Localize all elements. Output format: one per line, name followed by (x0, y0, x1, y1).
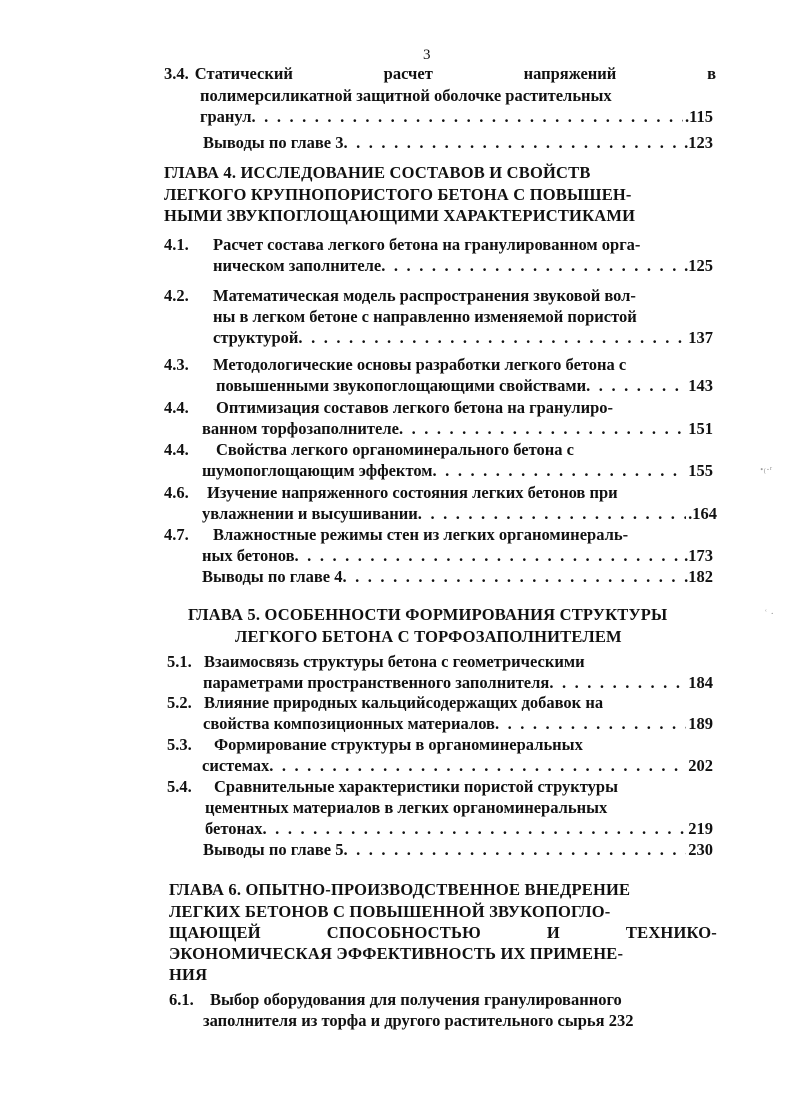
chapter-heading-line: ЛЕГКОГО БЕТОНА С ТОРФОЗАПОЛНИТЕЛЕМ (235, 627, 622, 646)
conclusions-label: Выводы по главе 4 (202, 567, 343, 586)
entry-number: 5.1. (167, 652, 192, 671)
entry-title-line: гранул (200, 107, 252, 126)
page-ref: 143 (688, 376, 713, 395)
chapter-heading-line: ГЛАВА 5. ОСОБЕННОСТИ ФОРМИРОВАНИЯ СТРУКТУРЫ (188, 605, 668, 624)
entry-number: 4.4. (164, 398, 189, 417)
entry-title-line: Влияние природных кальцийсодержащих добавок на (204, 693, 604, 712)
leader-dots (495, 714, 686, 734)
entry-title-line: бетонах (205, 819, 263, 838)
leader-dots (343, 840, 686, 860)
entry-title-line: Выбор оборудования для получения гранулированного (210, 990, 622, 1009)
entry-number: 5.4. (167, 777, 192, 796)
entry-title-line: Изучение напряженного состояния легких бетонов при (207, 483, 618, 502)
entry-title-line: полимерсиликатной защитной оболочке растительных (200, 86, 612, 105)
conclusions-label: Выводы по главе 5 (203, 840, 344, 859)
page-ref: .125 (684, 256, 713, 275)
leader-dots (252, 107, 684, 127)
title-word: в (707, 64, 716, 83)
title-word: расчет (383, 64, 433, 83)
entry-number: 4.2. (164, 286, 189, 305)
toc-conclusions-4 (202, 567, 713, 587)
entry-title-line: увлажнении и высушивании (202, 504, 418, 523)
page-ref: 184 (688, 673, 713, 692)
leader-dots (549, 673, 686, 693)
entry-title-line: Свойства легкого органоминерального бетона с (216, 440, 574, 459)
entry-title-line: Методологические основы разработки легкого бетона с (213, 355, 627, 374)
chapter-heading-line: ГЛАВА 4. ИССЛЕДОВАНИЕ СОСТАВОВ И СВОЙСТВ (164, 163, 591, 182)
entry-title-line: Сравнительные характеристики пористой структуры (214, 777, 618, 796)
leader-dots (263, 819, 687, 839)
entry-title-line: цементных материалов в легких органоминеральных (205, 798, 608, 817)
leader-dots (295, 546, 683, 566)
entry-title-line: системах (202, 756, 270, 775)
entry-number: 4.4. (164, 440, 189, 459)
page-ref: .173 (684, 546, 713, 565)
entry-title-line: свойства композиционных материалов (203, 714, 495, 733)
leader-dots (381, 256, 682, 276)
entry-title-line: ванном торфозаполнителе (202, 419, 399, 438)
page-ref: .123 (684, 133, 713, 152)
scan-speck-mark: ʿ · (764, 608, 775, 620)
heading-word: СПОСОБНОСТЬЮ (326, 923, 481, 942)
entry-number: 6.1. (169, 990, 194, 1009)
entry-title-line: повышенными звукопоглощающими свойствами (216, 376, 587, 395)
page-ref: 155 (688, 461, 713, 480)
heading-word: И (546, 923, 560, 942)
entry-number: 4.6. (164, 483, 189, 502)
page-ref: 219 (688, 819, 713, 838)
entry-title-line: структурой (213, 328, 299, 347)
leader-dots (399, 419, 686, 439)
page-ref: 151 (688, 419, 713, 438)
leader-dots (343, 133, 682, 153)
toc-conclusions-3 (203, 133, 713, 153)
entry-title-line: Математическая модель распространения звуковой вол- (213, 286, 636, 305)
leader-dots (269, 756, 686, 776)
entry-title-line: Расчет состава легкого бетона на гранулированном орга- (213, 235, 641, 254)
page-ref: 230 (688, 840, 713, 859)
leader-dots (298, 328, 686, 348)
entry-number: 4.3. (164, 355, 189, 374)
leader-dots (418, 504, 686, 524)
entry-title-line: Взаимосвязь структуры бетона с геометрическими (204, 652, 585, 671)
chapter-heading-line: ЭКОНОМИЧЕСКАЯ ЭФФЕКТИВНОСТЬ ИХ ПРИМЕНЕ- (169, 944, 624, 963)
entry-title-line: ническом заполнителе (213, 256, 382, 275)
heading-word: ЩАЮЩЕЙ (169, 923, 261, 942)
entry-title-line: параметрами пространственного заполнителя (203, 673, 550, 692)
entry-number: 5.2. (167, 693, 192, 712)
entry-title-line: Оптимизация составов легкого бетона на гранулиро- (216, 398, 614, 417)
entry-number: 5.3. (167, 735, 192, 754)
title-word: напряжений (523, 64, 617, 83)
page-ref: .182 (684, 567, 713, 586)
page-number: 3 (423, 47, 431, 63)
entry-title-line: заполнителя из торфа и другого растительного сырья 232 (203, 1011, 634, 1030)
conclusions-label: Выводы по главе 3 (203, 133, 344, 152)
leader-dots (433, 461, 687, 481)
page-ref: 189 (688, 714, 713, 733)
entry-title-line: Влажностные режимы стен из легких органоминераль- (213, 525, 629, 544)
chapter-heading-line: НИЯ (169, 965, 208, 984)
title-word: Статический (194, 64, 293, 83)
entry-title-line: Формирование структуры в органоминеральных (214, 735, 583, 754)
chapter-heading-line: ЛЕГКИХ БЕТОНОВ С ПОВЫШЕННОЙ ЗВУКОПОГЛО- (169, 902, 611, 921)
scan-speck-mark: ꞏ₍·ʳ (760, 464, 773, 476)
entry-number: 3.4. (164, 64, 189, 83)
entry-title-line: шумопоглощающим эффектом (202, 461, 433, 480)
chapter-heading-line: ГЛАВА 6. ОПЫТНО-ПРОИЗВОДСТВЕННОЕ ВНЕДРЕНИЕ (169, 880, 631, 899)
entry-number: 4.1. (164, 235, 189, 254)
entry-number: 4.7. (164, 525, 189, 544)
chapter-heading-line: НЫМИ ЗВУКПОГЛОЩАЮЩИМИ ХАРАКТЕРИСТИКАМИ (164, 206, 636, 225)
page-ref: .115 (685, 107, 713, 126)
page-ref: 202 (688, 756, 713, 775)
page-ref: .164 (688, 504, 717, 523)
entry-title-line: ны в легком бетоне с направленно изменяемой пористой (213, 307, 637, 326)
leader-dots (586, 376, 686, 396)
heading-word: ТЕХНИКО- (625, 923, 717, 942)
toc-conclusions-5 (203, 840, 713, 860)
entry-title-line: ных бетонов (202, 546, 295, 565)
page-ref: 137 (688, 328, 713, 347)
chapter-heading-line: ЛЕГКОГО КРУПНОПОРИСТОГО БЕТОНА С ПОВЫШЕН- (164, 185, 632, 204)
leader-dots (342, 567, 682, 587)
